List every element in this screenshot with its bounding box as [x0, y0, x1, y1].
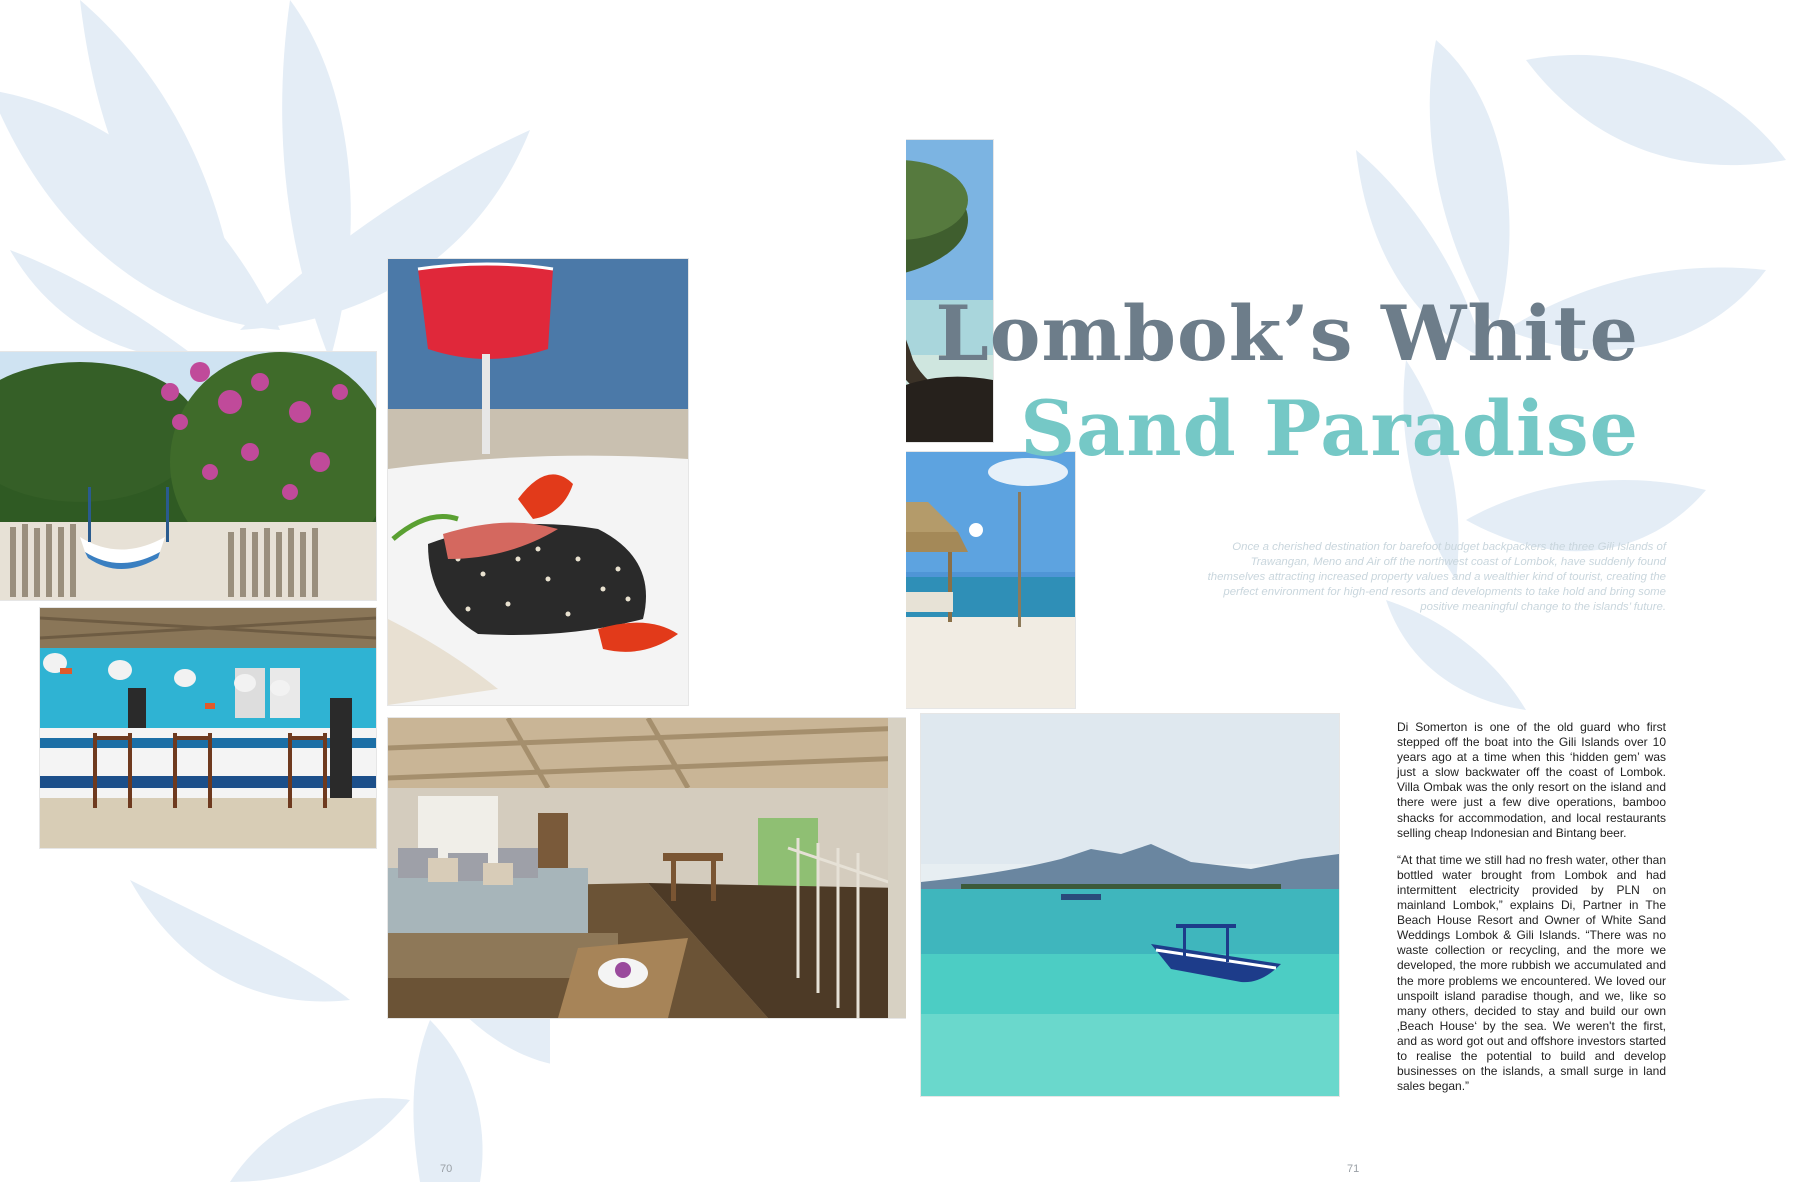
body-column: [1397, 720, 1666, 1106]
beach-garden-photo: [0, 352, 376, 600]
page-number-left: 70: [440, 1163, 453, 1175]
article-title: [935, 288, 1639, 474]
intro-paragraph: Once a cherished destination for barefoot budget backpackers the three Gili Islands of Trawangan, Meno and Air off the northwest coast of Lombok, have suddenly found themselves attracting increased property values and a wealthier kind of tourist, creating the perfect environment for high-end resorts and developments to take hold and bring some positive meaningful change to the islands’ future.: [1207, 541, 1666, 613]
page-number-right: 71: [1347, 1163, 1360, 1175]
title-line-2: Sand Paradise: [1020, 384, 1639, 474]
sea-boat-photo: [921, 714, 1339, 1096]
beach-bar-photo: [40, 608, 376, 848]
beach-gazebo-photo: [906, 452, 1075, 708]
villa-veranda-photo: [388, 718, 906, 1018]
body-paragraph: Di Somerton is one of the old guard who first stepped off the boat into the Gili Islands over 10 years ago at a time when this ‘hidden gem’ was just a slow backwater off the coast of Lombok. Villa Ombak was the only resort on the island and there were just a few dive operations, bamboo shacks for accommodation, and local restaurants selling cheap Indonesian and Bintang beer.: [1397, 720, 1666, 840]
title-line-1: Lombok’s White: [935, 289, 1639, 378]
body-paragraph: “At that time we still had no fresh water, other than bottled water brought from Lombok and had intermittent electricity provided by PLN on mainland Lombok,” explains Di, Partner in The Beach House Resort and Owner of White Sand Weddings Lombok & Gili Islands. “There was no waste collection or recycling, and the more we developed, the more rubbish we accumulated and the more problems we encountered. We loved our unspoilt island paradise though, and we, like so many others, decided to stay and build our own ‚Beach House‘ by the sea. We weren't the first, and as word got out and offshore investors started to realise the potential to build and develop businesses on the islands, a small surge in land sales began.”: [1397, 852, 1666, 1094]
seared-tuna-photo: [388, 259, 688, 705]
